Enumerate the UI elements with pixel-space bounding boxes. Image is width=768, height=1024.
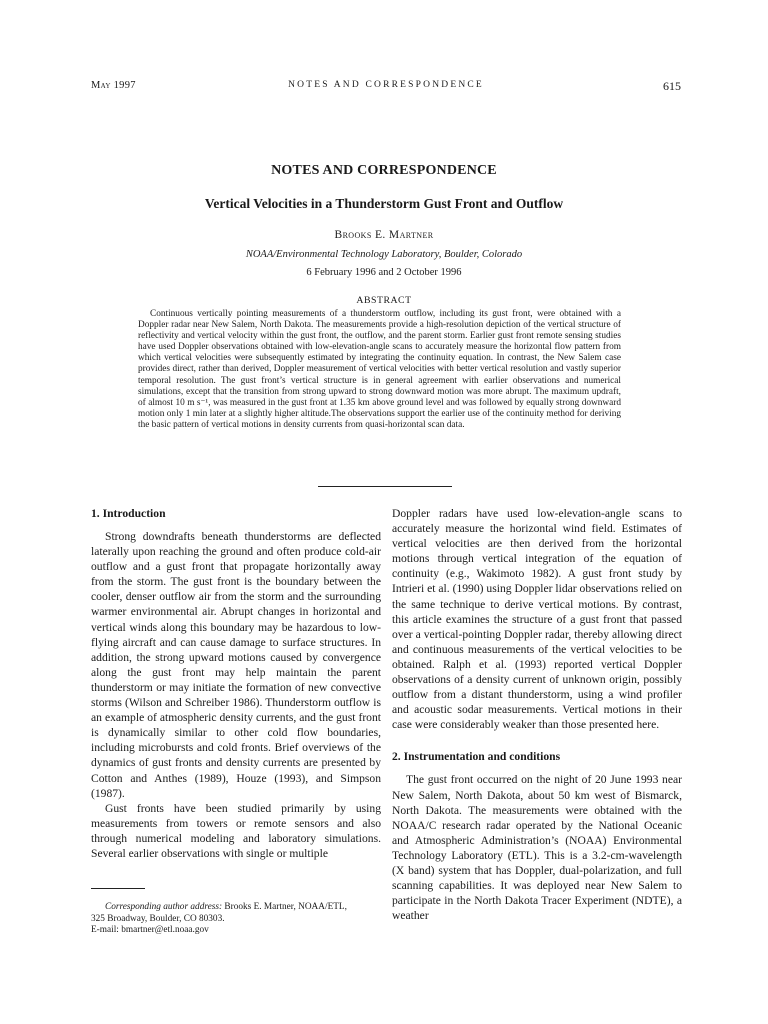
intro-heading: 1. Introduction (91, 507, 166, 520)
section-divider (318, 486, 452, 487)
section-title: NOTES AND CORRESPONDENCE (271, 163, 497, 178)
footnote-divider (91, 888, 145, 889)
issue-date: May 1997 (91, 80, 136, 91)
left-column (91, 506, 381, 861)
submission-dates: 6 February 1996 and 2 October 1996 (306, 267, 462, 278)
intro-paragraph-1: Strong downdrafts beneath thunderstorms are deflected laterally upon reaching the ground and often produce cold-air outflow and a gust front that propagate horizontally away from the storm. The gust front is the boundary between the cooler, denser outflow air from the storm and the surrounding warmer environmental air. Abrupt changes in horizontal and vertical winds along this boundary may be hazardous to low-flying aircraft and can cause damage to surface structures. In addition, the strong upward motions caused by convergence along the gust front may help maintain the parent thunderstorm or may initiate the formation of new convective storms (Wilson and Schreiber 1986). Thunderstorm outflow is an example of atmospheric density currents, and the gust front is dynamically similar to other cold flow boundaries, including microbursts and cold fronts. Brief overviews of the dynamics of gust fronts and density currents are presented by Cotton and Anthes (1989), Houze (1993), and Simpson (1987). (91, 530, 381, 800)
author-name: Brooks E. Martner (334, 229, 434, 241)
abstract-text: Continuous vertically pointing measurements of a thunderstorm outflow, including its gust front, were obtained with a Doppler radar near New Salem, North Dakota. The measurements provide a high-resolution depiction of the vertical structure of reflectivity and vertical velocity within the gust front, the outflow, and the parent storm. Earlier gust front remote sensing studies have used Doppler observations obtained with low-elevation-angle scans to accurately measure the horizontal flow pattern from which vertical velocities were subsequently estimated by integrating the continuity equation. In contrast, the New Salem case provides direct, rather than derived, Doppler measurement of vertical velocities with better vertical resolution and vastly superior temporal resolution. The gust front’s vertical structure is in general agreement with earlier observations and numerical simulations, except that the transition from strong upward to strong downward motion was more abrupt. The maximum updraft, of almost 10 m s⁻¹, was measured in the gust front at 1.35 km above ground level and was followed by equally strong downward motion only 1 min later at a slightly higher altitude.The observations support the earlier use of the continuity method for deriving the basic pattern of vertical motions in density currents from quasi-horizontal scan data. (138, 309, 621, 430)
footnote-label: Corresponding author address: (105, 902, 223, 912)
section-2-paragraph-1: The gust front occurred on the night of 20 June 1993 near New Salem, North Dakota, about 50 km west of Bismarck, North Dakota. The measurements were obtained with the NOAA/C research radar operated by the National Oceanic and Atmospheric Administration’s (NOAA) Environmental Technology Laboratory (ETL). This is a 3.2-cm-wavelength (X band) system that has Doppler, dual-polarization, and full scanning capabilities. It was deployed near New Salem to participate in the North Dakota Tracer Experiment (NDTE), a weather (392, 773, 682, 923)
journal-section-header: NOTES AND CORRESPONDENCE (288, 80, 484, 90)
footnote-email: E-mail: bmartner@etl.noaa.gov (91, 925, 209, 936)
author-affiliation: NOAA/Environmental Technology Laboratory, Boulder, Colorado (245, 249, 523, 260)
running-head (91, 80, 681, 94)
abstract-heading: ABSTRACT (356, 295, 412, 306)
intro-paragraph-2-continued: Doppler radars have used low-elevation-angle scans to accurately measure the horizontal wind field. Estimates of vertical velocities are then derived from the horizontal motions through vertical integration of the equation of continuity (e.g., Wakimoto 1982). A gust front study by Intrieri et al. (1990) using Doppler lidar observations relied on the same technique to derive vertical motions. By contrast, this article examines the structure of a gust front that passed over a vertical-pointing Doppler radar, thereby allowing direct and continuous measurements of the vertical velocities to be obtained. Ralph et al. (1993) reported vertical Doppler observations of a density current of unknown origin, possibly outflow from a distant thunderstorm, using a wind profiler and acoustic sodar measurements. Vertical motions in their case were considerably weaker than those presented here. (392, 507, 682, 732)
section-2-heading: 2. Instrumentation and conditions (392, 750, 561, 764)
paper-title: Vertical Velocities in a Thunderstorm Gust Front and Outflow (204, 196, 564, 211)
intro-paragraph-2: Gust fronts have been studied primarily by using measurements from towers or remote sensors and also through numerical modeling and laboratory simulations. Several earlier observations with single or multiple (91, 801, 381, 860)
footnote-address-1: Brooks E. Martner, NOAA/ETL, (222, 902, 347, 912)
footnote-address-2: 325 Broadway, Boulder, CO 80303. (91, 913, 225, 924)
footnote (91, 902, 381, 937)
right-column (392, 506, 682, 923)
page-number: 615 (663, 79, 681, 93)
